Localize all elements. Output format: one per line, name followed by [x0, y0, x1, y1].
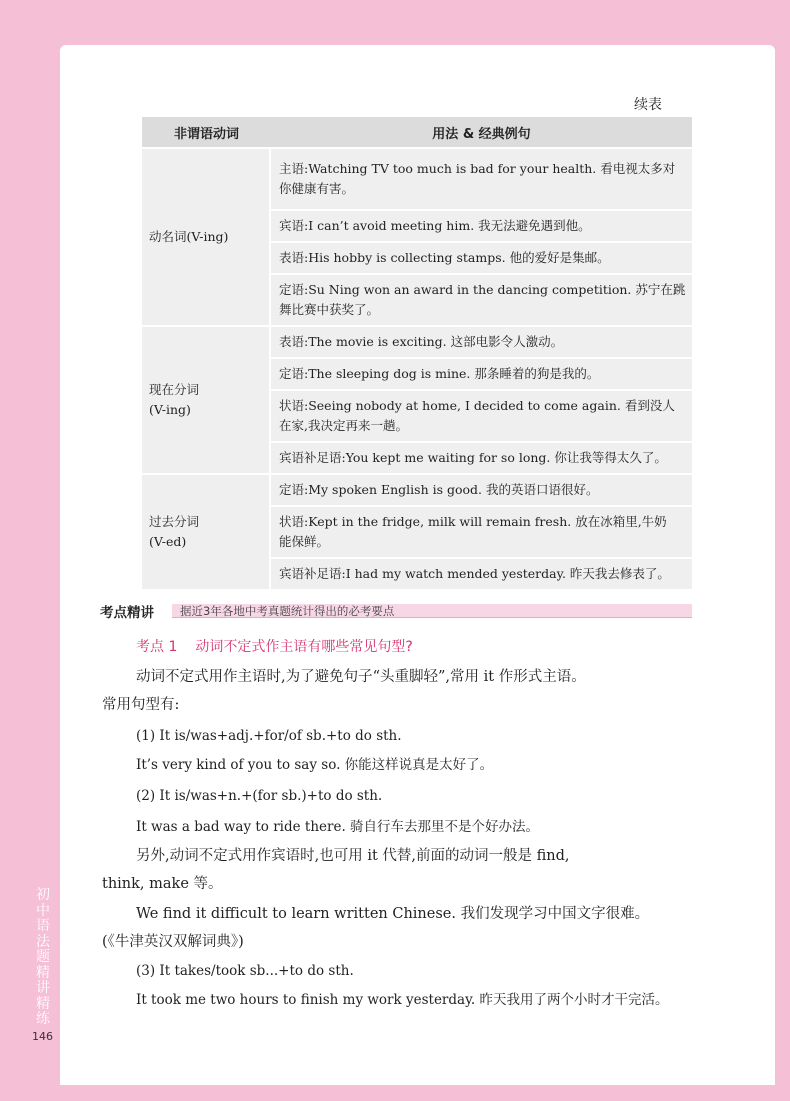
paragraph-line: think, make 等。 [102, 876, 223, 892]
kaodian-heading [136, 636, 413, 656]
category-present-participle: 现在分词 (V-ing) [142, 327, 271, 475]
usage-cell: 宾语补足语:You kept me waiting for so long. 你让我等得太久了。 [271, 443, 692, 475]
pattern-line: (3) It takes/took sb...+to do sth. [136, 963, 354, 979]
header-col-usage: 用法 & 经典例句 [271, 117, 692, 149]
section-header [100, 600, 692, 622]
usage-cell: 表语:The movie is exciting. 这部电影令人激动。 [271, 327, 692, 359]
usage-cell: 定语:My spoken English is good. 我的英语口语很好。 [271, 475, 692, 507]
usage-cell: 表语:His hobby is collecting stamps. 他的爱好是集邮。 [271, 243, 692, 275]
usage-cell: 状语:Kept in the fridge, milk will remain fresh. 放在冰箱里,牛奶 能保鲜。 [271, 507, 692, 559]
usage-cell: 宾语:I can’t avoid meeting him. 我无法避免遇到他。 [271, 211, 692, 243]
table-row [142, 475, 692, 507]
usage-cell: 宾语补足语:I had my watch mended yesterday. 昨天我去修表了。 [271, 559, 692, 591]
pattern-line: (1) It is/was+adj.+for/of sb.+to do sth. [136, 728, 402, 744]
category-gerund: 动名词(V-ing) [142, 149, 271, 327]
table-row [142, 149, 692, 211]
paragraph-line: 另外,动词不定式用作宾语时,也可用 it 代替,前面的动词一般是 find, [136, 848, 570, 864]
example-line: It was a bad way to ride there. 骑自行车去那里不是个好办法。 [136, 819, 540, 835]
paragraph-line: We find it difficult to learn written Chinese. 我们发现学习中国文字很难。 [136, 906, 650, 922]
example-line: It’s very kind of you to say so. 你能这样说真是太好了。 [136, 757, 494, 773]
book-title-vertical: 初中语法题精讲精练 [36, 887, 50, 1027]
usage-cell: 定语:Su Ning won an award in the dancing competition. 苏宁在跳 舞比赛中获奖了。 [271, 275, 692, 327]
example-line: It took me two hours to finish my work yesterday. 昨天我用了两个小时才干完活。 [136, 992, 669, 1008]
table-row [142, 327, 692, 359]
table-continued-label: 续表 [634, 97, 662, 113]
section-title: 考点精讲 [100, 605, 154, 621]
usage-cell: 定语:The sleeping dog is mine. 那条睡着的狗是我的。 [271, 359, 692, 391]
usage-cell: 状语:Seeing nobody at home, I decided to come again. 看到没人 在家,我决定再来一趟。 [271, 391, 692, 443]
table-header-row [142, 117, 692, 149]
paragraph-line: (《牛津英汉双解词典》) [102, 934, 244, 950]
paragraph-line: 动词不定式用作主语时,为了避免句子“头重脚轻”,常用 it 作形式主语。 [136, 669, 586, 685]
header-col-verb: 非谓语动词 [142, 117, 271, 149]
category-past-participle: 过去分词 (V-ed) [142, 475, 271, 591]
paragraph-line: 常用句型有: [102, 697, 180, 713]
kaodian-title: 动词不定式作主语有哪些常见句型? [195, 639, 413, 655]
kaodian-number: 考点 1 [136, 639, 178, 655]
pattern-line: (2) It is/was+n.+(for sb.)+to do sth. [136, 788, 383, 804]
page-number: 146 [32, 1030, 53, 1043]
usage-cell: 主语:Watching TV too much is bad for your health. 看电视太多对 你健康有害。 [271, 149, 692, 211]
section-subtitle: 据近3年各地中考真题统计得出的必考要点 [172, 604, 692, 618]
usage-table [142, 117, 692, 591]
